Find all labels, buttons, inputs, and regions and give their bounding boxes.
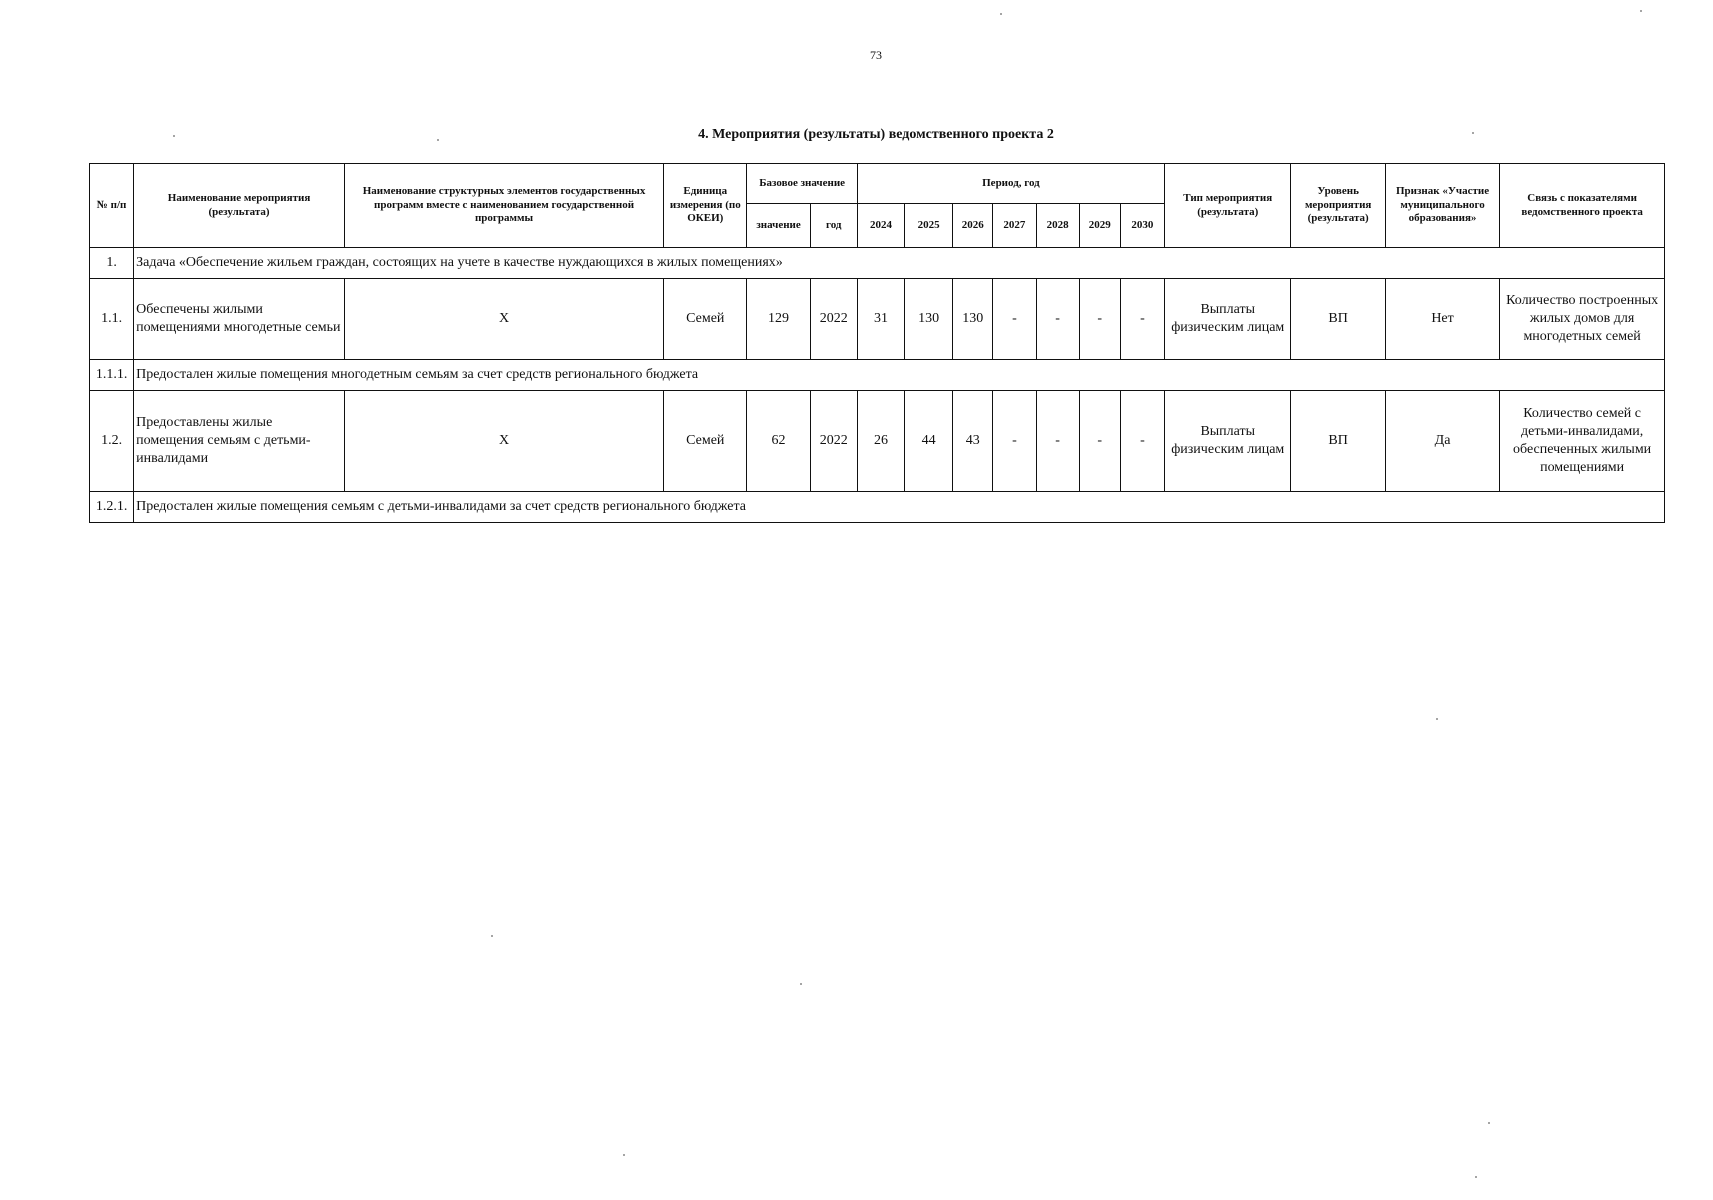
header-base-value: значение	[747, 204, 810, 248]
header-year: 2029	[1079, 204, 1120, 248]
header-period: Период, год	[857, 164, 1164, 204]
scan-speck	[437, 139, 439, 141]
header-type: Тип мероприятия (результата)	[1165, 164, 1291, 248]
header-base: Базовое значение	[747, 164, 857, 204]
year-value: -	[1120, 279, 1164, 360]
scan-speck	[1472, 132, 1474, 134]
subtask-text: Предостален жилые помещения семьям с детьми-инвалидами за счет средств регионального бюджета	[134, 492, 1665, 523]
measure-type: Выплаты физическим лицам	[1165, 279, 1291, 360]
base-value: 62	[747, 391, 810, 492]
municipal-participation: Нет	[1385, 279, 1499, 360]
header-num: № п/п	[90, 164, 134, 248]
header-level: Уровень мероприятия (результата)	[1291, 164, 1385, 248]
table-row	[90, 360, 1665, 391]
scan-speck	[1475, 1176, 1477, 1178]
measure-level: ВП	[1291, 279, 1385, 360]
scan-speck	[1640, 10, 1642, 12]
header-structural-elements: Наименование структурных элементов государственных программ вместе с наименованием государственной программы	[344, 164, 663, 248]
row-number: 1.	[90, 248, 134, 279]
year-value: 31	[857, 279, 904, 360]
header-municipal: Признак «Участие муниципального образования»	[1385, 164, 1499, 248]
scan-speck	[623, 1154, 625, 1156]
year-value: -	[1079, 391, 1120, 492]
document-title: 4. Мероприятия (результаты) ведомственного проекта 2	[698, 127, 1054, 142]
measure-name: Предоставлены жилые помещения семьям с детьми-инвалидами	[134, 391, 345, 492]
year-value: 130	[905, 279, 953, 360]
scan-speck	[800, 983, 802, 985]
municipal-participation: Да	[1385, 391, 1499, 492]
row-number: 1.1.1.	[90, 360, 134, 391]
year-value: -	[1036, 279, 1079, 360]
year-value: 43	[953, 391, 993, 492]
row-number: 1.1.	[90, 279, 134, 360]
header-name: Наименование мероприятия (результата)	[134, 164, 345, 248]
base-year: 2022	[810, 391, 857, 492]
header-link: Связь с показателями ведомственного проекта	[1500, 164, 1665, 248]
unit: Семей	[664, 279, 747, 360]
base-year: 2022	[810, 279, 857, 360]
scan-speck	[1488, 1122, 1490, 1124]
subtask-text: Предостален жилые помещения многодетным семьям за счет средств регионального бюджета	[134, 360, 1665, 391]
year-value: -	[993, 279, 1036, 360]
base-value: 129	[747, 279, 810, 360]
year-value: 130	[953, 279, 993, 360]
measure-type: Выплаты физическим лицам	[1165, 391, 1291, 492]
indicator-link: Количество построенных жилых домов для многодетных семей	[1500, 279, 1665, 360]
indicator-link: Количество семей с детьми-инвалидами, обеспеченных жилыми помещениями	[1500, 391, 1665, 492]
table-row	[90, 391, 1665, 492]
structural-element: Х	[344, 391, 663, 492]
page-number: 73	[870, 48, 882, 62]
row-number: 1.2.	[90, 391, 134, 492]
year-value: -	[1079, 279, 1120, 360]
table-row	[90, 492, 1665, 523]
measures-table	[89, 163, 1665, 523]
structural-element: Х	[344, 279, 663, 360]
header-year: 2025	[905, 204, 953, 248]
scan-speck	[1000, 13, 1002, 15]
table-row	[90, 279, 1665, 360]
header-unit: Единица измерения (по ОКЕИ)	[664, 164, 747, 248]
header-year: 2028	[1036, 204, 1079, 248]
header-year: 2024	[857, 204, 904, 248]
year-value: 26	[857, 391, 904, 492]
header-year: 2027	[993, 204, 1036, 248]
header-base-year: год	[810, 204, 857, 248]
table-row	[90, 248, 1665, 279]
unit: Семей	[664, 391, 747, 492]
task-text: Задача «Обеспечение жильем граждан, состоящих на учете в качестве нуждающихся в жилых помещениях»	[134, 248, 1665, 279]
scan-speck	[491, 935, 493, 937]
year-value: -	[993, 391, 1036, 492]
measure-name: Обеспечены жилыми помещениями многодетные семьи	[134, 279, 345, 360]
year-value: 44	[905, 391, 953, 492]
measure-level: ВП	[1291, 391, 1385, 492]
year-value: -	[1120, 391, 1164, 492]
header-year: 2030	[1120, 204, 1164, 248]
header-year: 2026	[953, 204, 993, 248]
row-number: 1.2.1.	[90, 492, 134, 523]
scan-speck	[173, 135, 175, 137]
year-value: -	[1036, 391, 1079, 492]
scan-speck	[1436, 718, 1438, 720]
